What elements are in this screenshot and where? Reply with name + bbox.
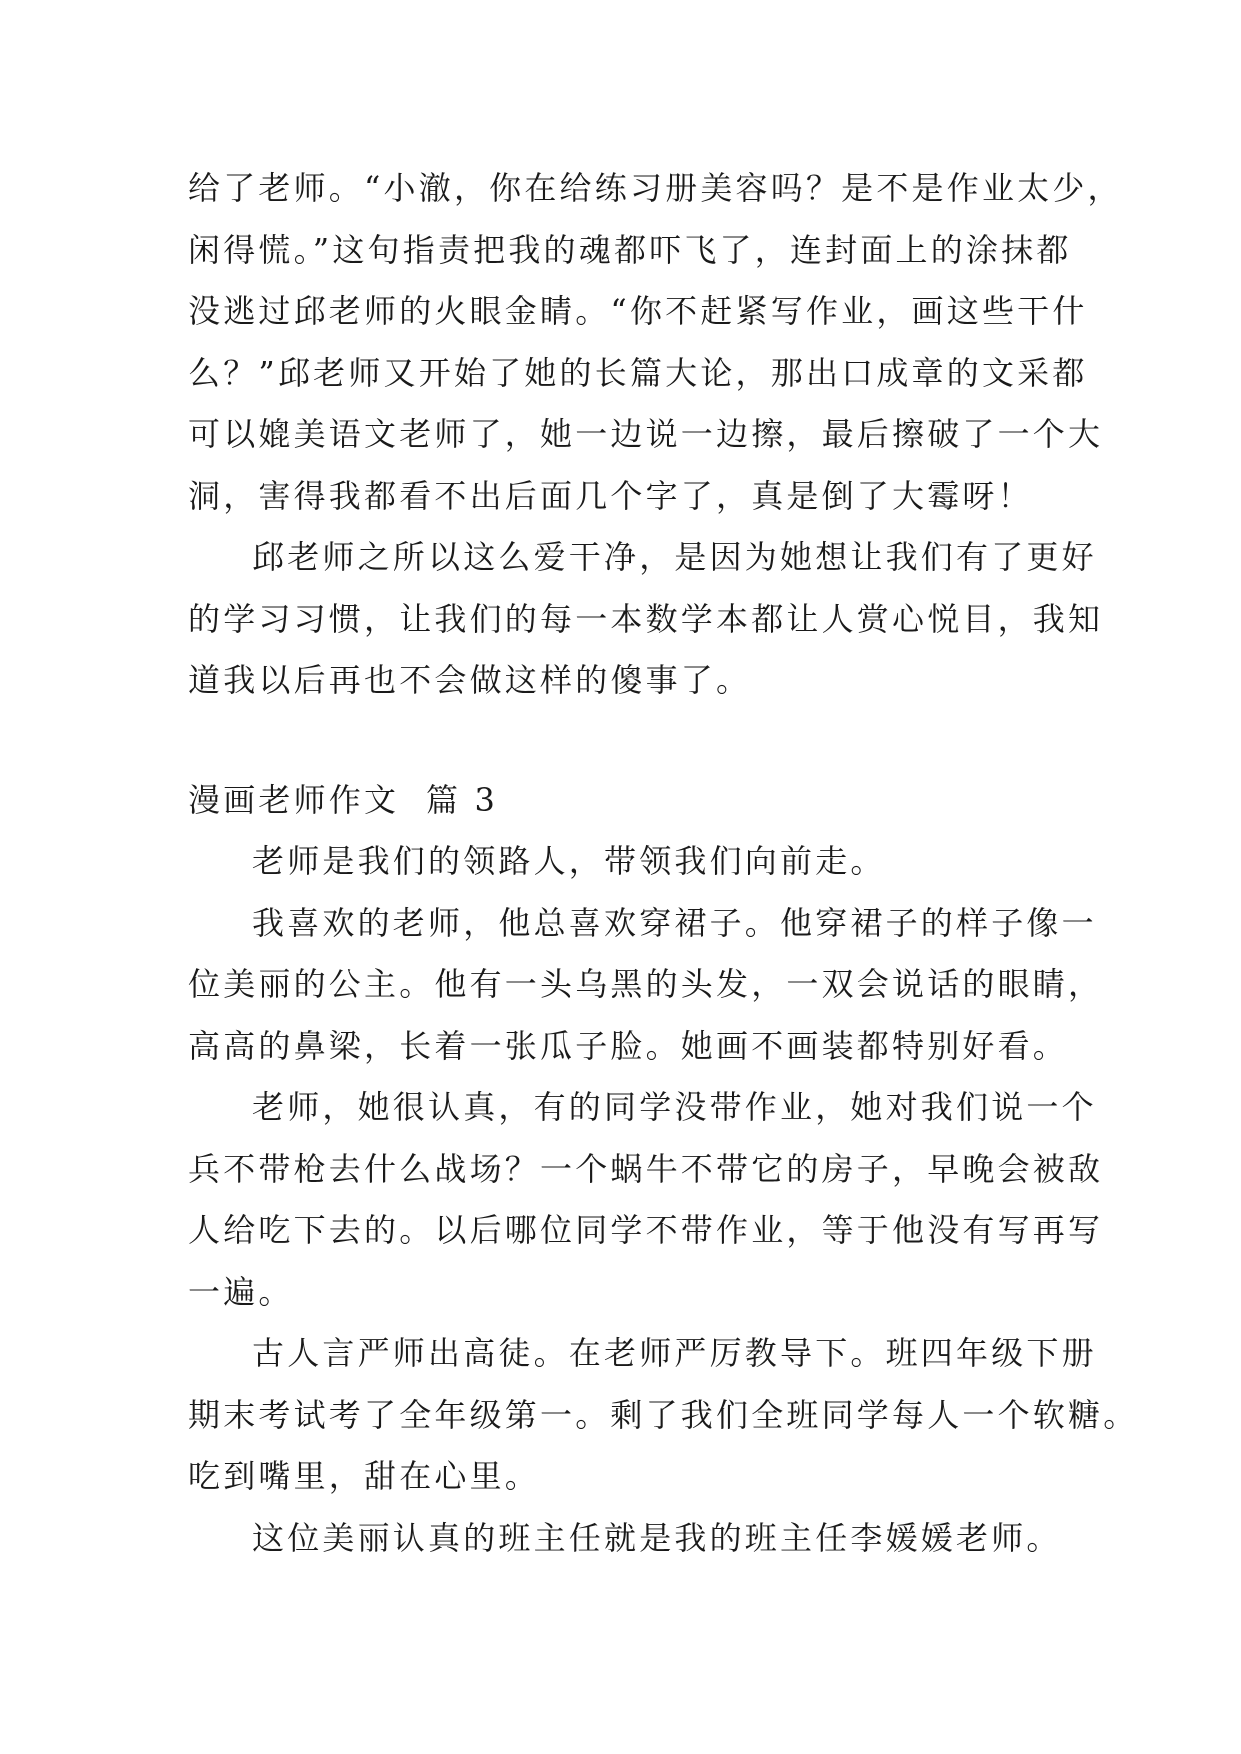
text-line: 一遍。 — [188, 1272, 294, 1311]
paragraph — [188, 1077, 1104, 1323]
text-line: 道我以后再也不会做这样的傻事了。 — [188, 661, 752, 699]
text-line: 老师是我们的领路人，带领我们向前走。 — [252, 842, 886, 880]
text-line: 位美丽的公主。他有一头乌黑的头发，一双会说话的眼睛， — [188, 965, 1104, 1003]
text-line: 我喜欢的老师，他总喜欢穿裙子。他穿裙子的样子像一 — [252, 903, 1097, 942]
text-line: 老师，她很认真，有的同学没带作业，她对我们说一个 — [252, 1088, 1097, 1126]
text-line: 邱老师之所以这么爱干净，是因为她想让我们有了更好 — [252, 538, 1097, 576]
heading-text: 漫画老师作文 篇 3 — [188, 780, 499, 819]
text-line: 期末考试考了全年级第一。剩了我们全班同学每人一个软糖。 — [188, 1395, 1139, 1434]
text-line: 洞，害得我都看不出后面几个字了，真是倒了大霉呀！ — [188, 476, 1033, 515]
text-line: 闲得慌。”这句指责把我的魂都吓飞了，连封面上的涂抹都 — [188, 230, 1072, 269]
text-line: 兵不带枪去什么战场？一个蜗牛不带它的房子，早晚会被敌 — [188, 1149, 1104, 1188]
text-line: 古人言严师出高徒。在老师严厉教导下。班四年级下册 — [252, 1334, 1097, 1372]
document-page — [188, 158, 1139, 1569]
paragraph — [188, 893, 1104, 1078]
text-line: 可以媲美语文老师了，她一边说一边擦，最后擦破了一个大 — [188, 415, 1104, 453]
text-line: 人给吃下去的。以后哪位同学不带作业，等于他没有写再写 — [188, 1211, 1104, 1249]
text-line: 这位美丽认真的班主任就是我的班主任李媛媛老师。 — [252, 1518, 1062, 1557]
text-line: 没逃过邱老师的火眼金睛。“你不赶紧写作业，画这些干什 — [188, 292, 1088, 330]
paragraph — [188, 831, 1078, 893]
text-line: 吃到嘴里，甜在心里。 — [188, 1457, 541, 1495]
paragraph — [188, 527, 1104, 712]
text-line: 么？”邱老师又开始了她的长篇大论，那出口成章的文采都 — [188, 353, 1088, 392]
section-heading — [188, 770, 1078, 832]
paragraph — [188, 158, 1123, 527]
paragraph — [188, 1508, 1078, 1570]
text-line: 给了老师。“小澈，你在给练习册美容吗？是不是作业太少， — [188, 169, 1123, 207]
paragraph — [188, 1323, 1139, 1508]
text-line: 高高的鼻梁，长着一张瓜子脸。她画不画装都特别好看。 — [188, 1026, 1069, 1065]
text-line: 的学习习惯，让我们的每一本数学本都让人赏心悦目，我知 — [188, 599, 1104, 638]
